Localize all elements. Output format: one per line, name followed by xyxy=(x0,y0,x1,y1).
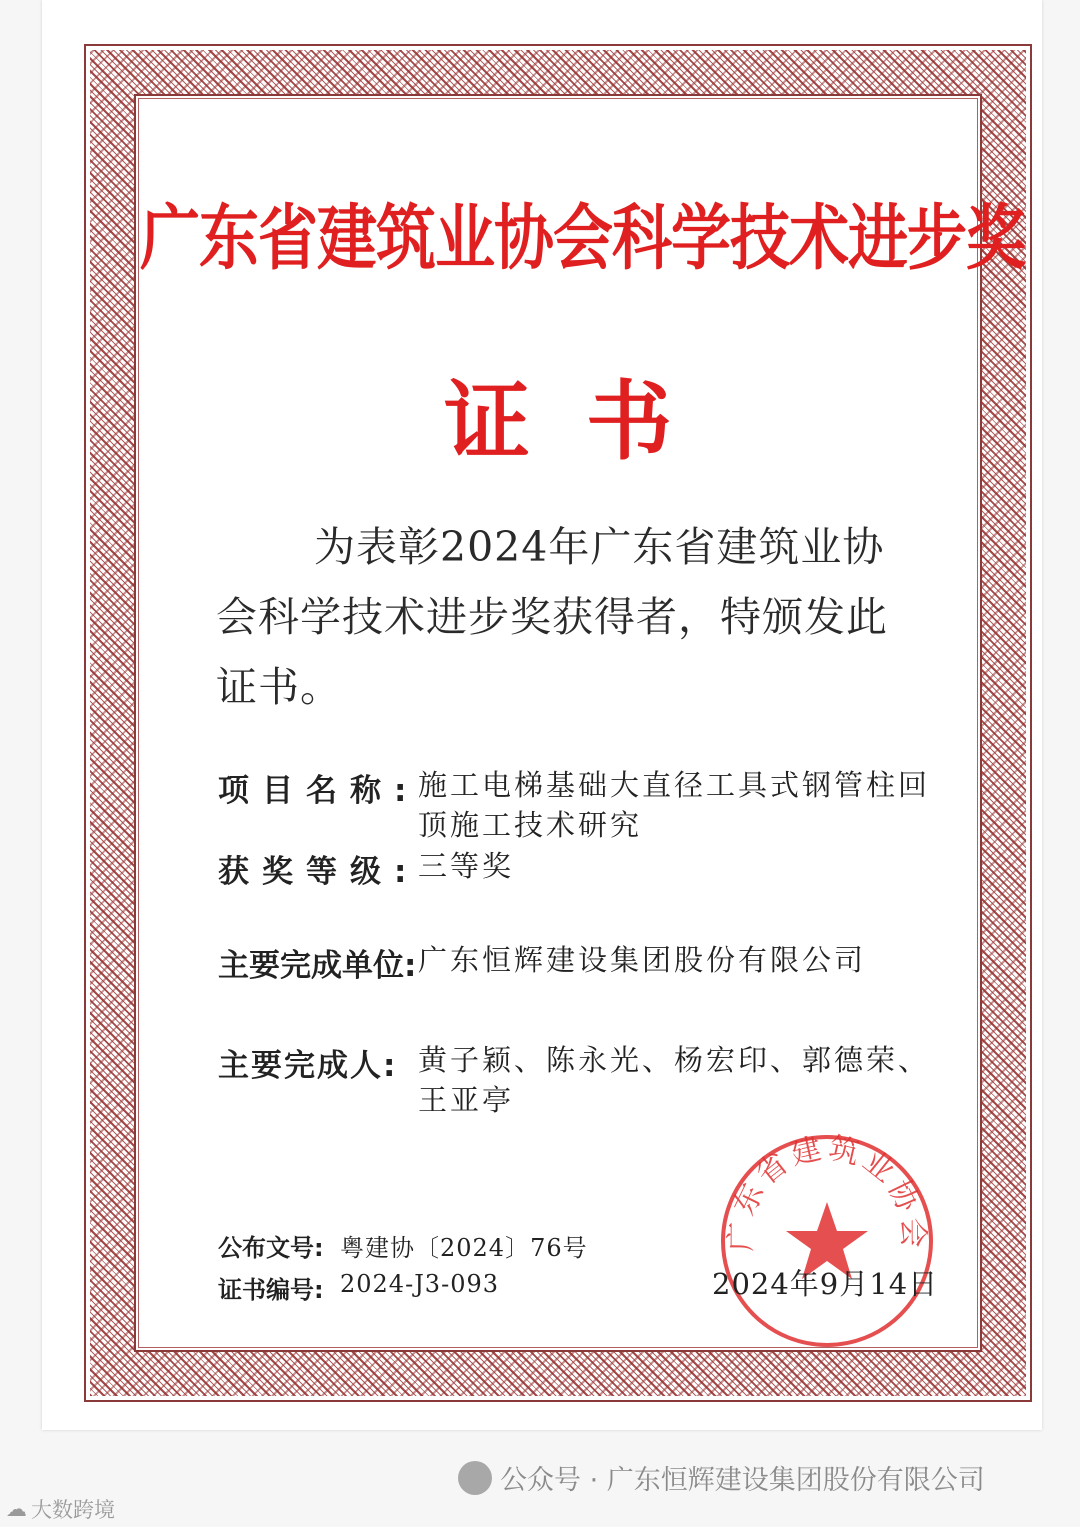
official-seal xyxy=(718,1132,936,1350)
certificate-body: 为表彰2024年广东省建筑业协会科学技术进步奖获得者，特颁发此证书。 xyxy=(216,523,888,711)
cloud-icon: ☁ xyxy=(6,1497,27,1521)
wechat-icon xyxy=(458,1461,492,1495)
project-label: 项目名称: xyxy=(218,773,420,809)
doc-number-label: 公布文号: xyxy=(218,1234,324,1262)
level-row xyxy=(218,846,514,891)
unit-value: 广东恒辉建设集团股份有限公司 xyxy=(418,943,867,977)
certificate-title: 广东省建筑业协会科学技术进步奖 xyxy=(140,197,1025,281)
corner-watermark xyxy=(6,1494,115,1524)
project-value: 施工电梯基础大直径工具式钢管柱回顶施工技术研究 xyxy=(418,768,931,842)
unit-label: 主要完成单位: xyxy=(218,948,417,984)
doc-number-row xyxy=(218,1228,588,1263)
level-value: 三等奖 xyxy=(418,849,515,883)
persons-value: 黄子颖、陈永光、杨宏印、郭德荣、王亚亭 xyxy=(418,1043,931,1117)
cert-number-value: 2024-J3-093 xyxy=(340,1270,499,1298)
level-label: 获奖等级: xyxy=(218,854,420,890)
doc-number-value: 粤建协〔2024〕76号 xyxy=(340,1234,588,1262)
certificate-subtitle: 证书 xyxy=(444,372,728,472)
cert-number-label: 证书编号: xyxy=(218,1276,324,1304)
persons-row xyxy=(218,1040,958,1120)
watermark-text: 公众号 · 广东恒辉建设集团股份有限公司 xyxy=(500,1465,985,1496)
project-row xyxy=(218,765,938,845)
issue-date: 2024年9月14日 xyxy=(712,1267,939,1301)
unit-row xyxy=(218,940,866,985)
watermark xyxy=(458,1458,985,1497)
persons-label: 主要完成人: xyxy=(218,1048,398,1084)
corner-watermark-text: 大数跨境 xyxy=(31,1498,115,1522)
cert-number-row xyxy=(218,1270,499,1305)
seal-text: 广东省建筑业协会 xyxy=(723,1132,931,1252)
